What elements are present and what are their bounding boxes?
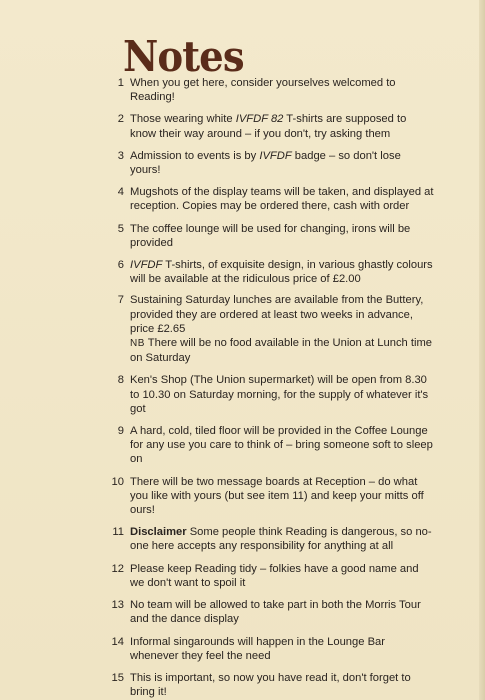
note-item	[104, 112, 434, 140]
note-item	[104, 424, 434, 467]
note-segment: T-shirts are supposed to know their way around – if you don't, try asking them	[130, 113, 407, 140]
note-number: 14	[111, 635, 124, 648]
note-item	[104, 149, 434, 177]
note-text	[130, 258, 434, 286]
note-number: 13	[111, 599, 124, 612]
note-text	[130, 76, 434, 104]
note-number: 4	[117, 186, 124, 199]
note-segment: Sustaining Saturday lunches are available from the Buttery, provided they are ordered at least two weeks in advance, price £2.65	[130, 294, 424, 335]
notes-list	[104, 76, 434, 699]
note-text	[130, 293, 434, 365]
note-item	[104, 598, 434, 626]
page-title: Notes	[123, 32, 244, 82]
note-segment: badge – so don't lose yours!	[130, 149, 401, 177]
note-segment: A hard, cold, tiled floor will be provided in the Coffee Lounge for any use you care to think of – bring someone soft to sleep on	[130, 425, 433, 466]
note-number: 9	[117, 425, 124, 438]
note-item	[104, 293, 434, 365]
note-text	[130, 635, 434, 663]
note-number: 15	[111, 671, 124, 684]
note-emphasis: IVFDF 82	[235, 113, 284, 126]
note-segment: Ken's Shop (The Union supermarket) will be open from 8.30 to 10.30 on Saturday morning, for the supply of whatever it's got	[130, 374, 429, 415]
note-nb	[130, 336, 434, 365]
note-number: 11	[112, 526, 124, 539]
note-segment: Admission to events is by	[130, 149, 260, 162]
note-segment: When you get here, consider yourselves welcomed to Reading!	[130, 77, 396, 104]
note-segment: There will be two message boards at Reception – do what you like with yours (but see item 11) and keep your mitts off ours!	[130, 475, 424, 517]
note-item	[104, 373, 434, 416]
note-segment: Some people think Reading is dangerous, so no-one here accepts any responsibility for anything at all	[130, 526, 432, 553]
note-segment: This is important, so now you have read it, don't forget to bring it!	[130, 671, 411, 699]
note-number: 7	[117, 294, 124, 307]
note-number: 5	[117, 222, 124, 235]
note-number: 12	[111, 562, 124, 575]
nb-text: There will be no food available in the Union at Lunch time on Saturday	[130, 337, 433, 365]
note-number: 10	[111, 475, 124, 488]
note-emphasis: IVFDF	[259, 149, 292, 162]
note-number: 6	[117, 259, 124, 272]
page-edge	[479, 0, 485, 700]
note-text	[130, 424, 434, 467]
note-segment: Those wearing white	[130, 113, 236, 126]
note-text	[130, 185, 434, 213]
note-text	[130, 475, 434, 518]
note-text	[130, 222, 434, 250]
note-text	[130, 562, 434, 590]
note-text	[130, 112, 434, 140]
note-text	[130, 149, 434, 177]
nb-label: NB	[130, 338, 145, 350]
note-number: 2	[117, 113, 124, 126]
note-item	[104, 525, 434, 553]
note-number: 3	[117, 149, 124, 162]
note-segment: Please keep Reading tidy – folkies have a good name and we don't want to spoil it	[130, 562, 419, 589]
note-text	[130, 598, 434, 626]
note-item	[104, 76, 434, 104]
note-segment: Mugshots of the display teams will be taken, and displayed at reception. Copies may be ordered there, cash with order	[130, 186, 434, 213]
note-text	[130, 373, 434, 416]
note-text	[130, 525, 434, 553]
note-number: 8	[117, 374, 124, 387]
note-segment: Informal singarounds will happen in the Lounge Bar whenever they feel the need	[130, 635, 385, 662]
note-item	[104, 475, 434, 518]
note-text	[130, 671, 434, 699]
note-emphasis: IVFDF	[130, 259, 163, 272]
note-item	[104, 671, 434, 699]
note-item	[104, 562, 434, 590]
note-item	[104, 185, 434, 213]
note-segment: T-shirts, of exquisite design, in various ghastly colours will be available at the ridiculous price of £2.00	[130, 259, 433, 286]
note-item	[104, 258, 434, 286]
note-keyword: Disclaimer	[130, 526, 187, 539]
note-segment: No team will be allowed to take part in both the Morris Tour and the dance display	[130, 599, 421, 626]
note-segment: The coffee lounge will be used for changing, irons will be provided	[130, 222, 411, 249]
note-item	[104, 222, 434, 250]
note-number: 1	[117, 77, 124, 89]
note-item	[104, 635, 434, 663]
